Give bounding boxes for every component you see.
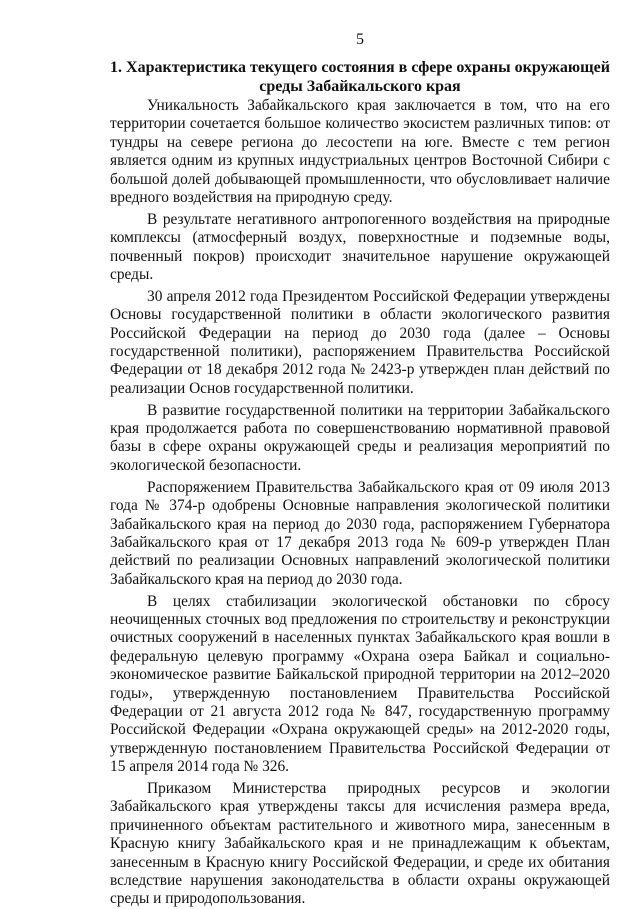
paragraph-wastewater-programs: В целях стабилизации экологической обстановки по сбросу неочищенных сточных вод предложения по строительству и реконструкции очистных сооружений в населенных пунктах Забайкальского края вошли в федеральную целевую программу «Охрана озера Байкал и социально-экономическое развитие Байкальской природной территории на 2012–2020 годы», утвержденную постановлением Правительства Российской Федерации от 21 августа 2012 года № 847, государственную программу Российской Федерации «Охрана окружающей среды» на 2012-2020 годы, утвержденную постановлением Правительства Российской Федерации от 15 апреля 2014 года № 326. [110, 592, 610, 776]
paragraph-uniqueness: Уникальность Забайкальского края заключается в том, что на его территории сочетается большое количество экосистем различных типов: от тундры на севере региона до лесостепи на юге. Вместе с тем регион является одним из крупных индустриальных центров Восточной Сибири с большой долей добывающей промышленности, что обусловливает наличие вредного воздействия на природную среду. [110, 97, 610, 207]
paragraph-state-policy-basics: 30 апреля 2012 года Президентом Российской Федерации утверждены Основы государственной политики в области экологического развития Российской Федерации на период до 2030 года (далее – Основы государственной политики), распоряжением Правительства Российской Федерации от 18 декабря 2012 года № 2423-р утвержден план действий по реализации Основ государственной политики. [110, 287, 610, 397]
paragraph-damage-rates-order: Приказом Министерства природных ресурсов и экологии Забайкальского края утверждены таксы для исчисления размера вреда, причиненного объектам растительного и животного мира, занесенным в Красную книгу Забайкальского края и не принадлежащим к объектам, занесенным в Красную книгу Российской Федерации, и среде их обитания вследствие нарушения законодательства в области охраны окружающей среды и природопользования. [110, 779, 610, 908]
paragraph-regional-policy-directions: Распоряжением Правительства Забайкальского края от 09 июля 2013 года № 374-р одобрены Основные направления экологической политики Забайкальского края на период до 2030 года, распоряжением Губернатора Забайкальского края от 17 декабря 2013 года № 609-р утвержден План действий по реализации Основных направлений экологической политики Забайкальского края на период до 2030 года. [110, 478, 610, 588]
section-title: 1. Характеристика текущего состояния в сфере охраны окружающей среды Забайкальского края [110, 59, 610, 95]
page-number: 5 [356, 31, 364, 48]
paragraph-negative-impact: В результате негативного антропогенного воздействия на природные комплексы (атмосферный воздух, поверхностные и подземные воды, почвенный покров) происходит значительное нарушение окружающей среды. [110, 210, 610, 284]
paragraph-regulatory-development: В развитие государственной политики на территории Забайкальского края продолжается работа по совершенствованию нормативной правовой базы в сфере охраны окружающей среды и реализация мероприятий по экологической безопасности. [110, 401, 610, 474]
